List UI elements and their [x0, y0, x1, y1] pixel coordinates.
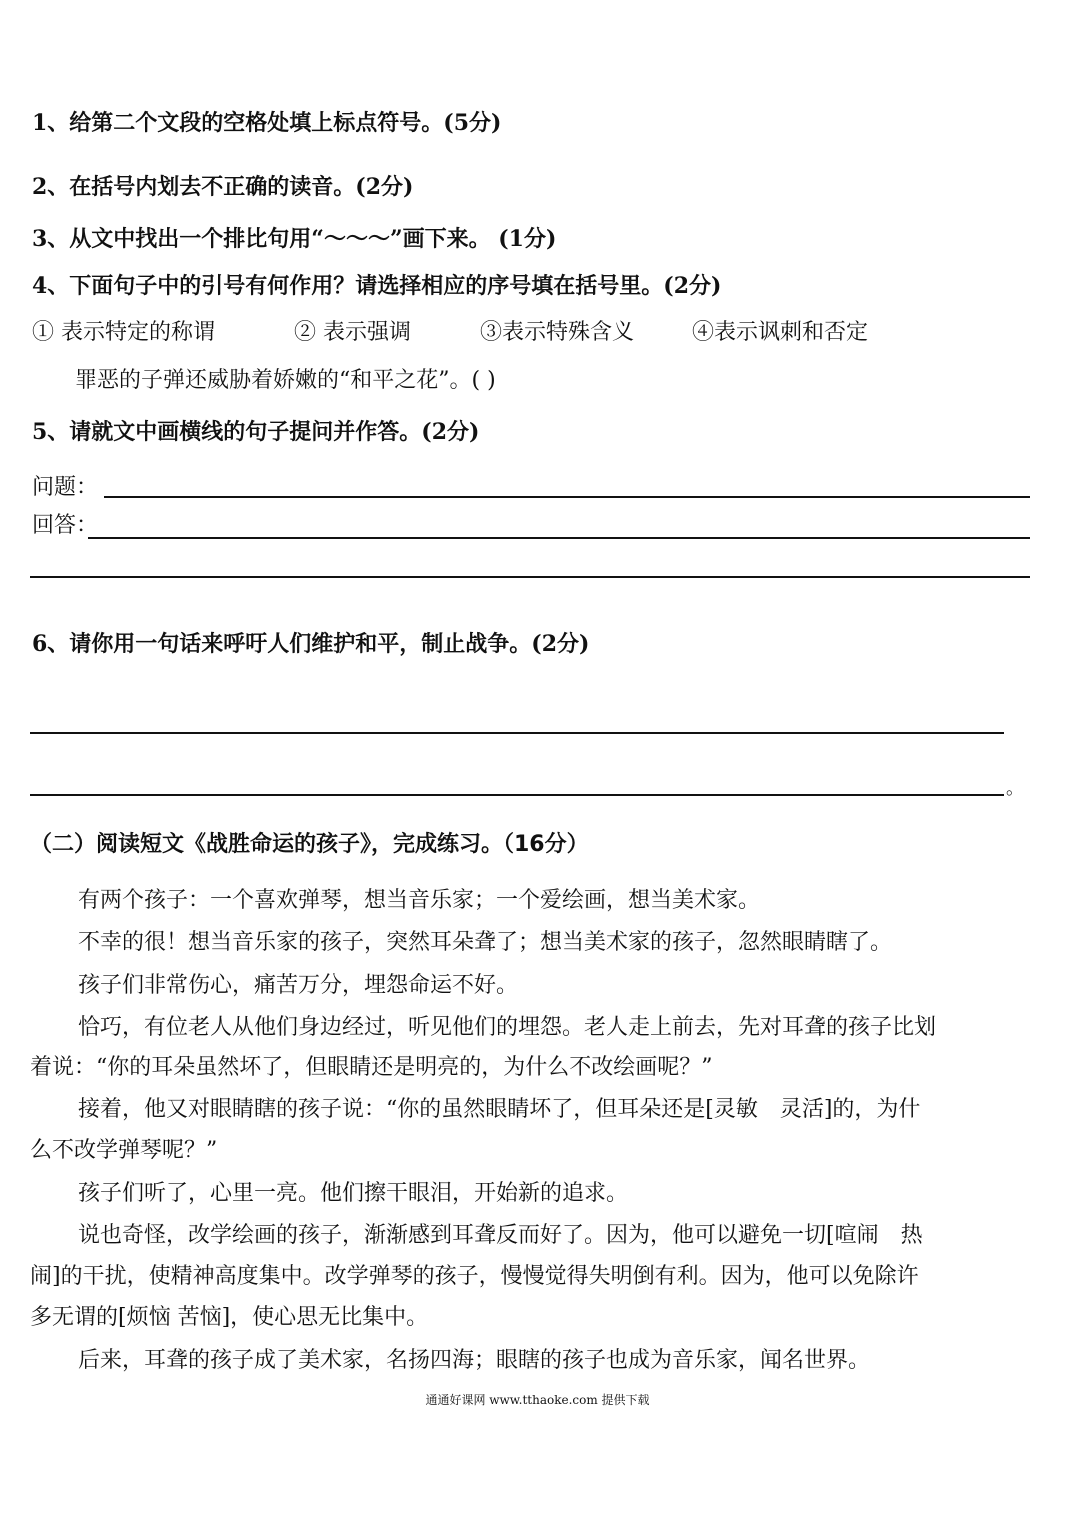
q4-option-4: ④表示讽刺和否定: [692, 320, 869, 345]
q5-answer-label: 回答：: [32, 513, 99, 538]
section2-heading: （二）阅读短文《战胜命运的孩子》，完成练习。（16分）: [30, 832, 589, 857]
q4-option-1: ① 表示特定的称谓: [32, 320, 215, 345]
paragraph-1: 有两个孩子：一个喜欢弹琴，想当音乐家；一个爱绘画，想当美术家。: [78, 888, 761, 913]
q5-question-line[interactable]: [104, 496, 1030, 498]
paragraph-7-line-1: 说也奇怪，改学绘画的孩子，渐渐感到耳聋反而好了。因为，他可以避免一切[喧闹 热: [78, 1223, 923, 1248]
paragraph-3: 孩子们非常伤心，痛苦万分，埋怨命运不好。: [78, 973, 519, 998]
paragraph-2: 不幸的很！想当音乐家的孩子，突然耳朵聋了；想当美术家的孩子，忽然眼睛瞎了。: [78, 930, 893, 955]
q4-option-3: ③表示特殊含义: [480, 320, 635, 345]
q4-option-2: ② 表示强调: [294, 320, 411, 345]
q6-end-mark: 。: [1006, 778, 1024, 799]
question-3: 3、从文中找出一个排比句用“～～～”画下来。 (1分): [32, 226, 557, 252]
footer-credit: 通通好课网 www.tthaoke.com 提供下载: [425, 1393, 650, 1407]
q5-answer-line-2[interactable]: [30, 576, 1030, 578]
paragraph-7-line-2: 闹]的干扰，使精神高度集中。改学弹琴的孩子，慢慢觉得失明倒有利。因为，他可以免除许: [30, 1264, 919, 1289]
question-4: 4、下面句子中的引号有何作用？请选择相应的序号填在括号里。(2分): [32, 273, 722, 299]
paragraph-7-line-3: 多无谓的[烦恼 苦恼]，使心思无比集中。: [30, 1305, 429, 1330]
q6-answer-line-2[interactable]: [30, 794, 1004, 796]
paragraph-8: 后来，耳聋的孩子成了美术家，名扬四海；眼瞎的孩子也成为音乐家，闻名世界。: [78, 1348, 871, 1373]
q5-answer-line-1[interactable]: [88, 537, 1030, 539]
q6-answer-line-1[interactable]: [30, 732, 1004, 734]
question-1: 1、给第二个文段的空格处填上标点符号。(5分): [32, 110, 502, 136]
paragraph-4-line-2: 着说：“你的耳朵虽然坏了，但眼睛还是明亮的，为什么不改绘画呢？”: [30, 1055, 713, 1080]
q5-question-label: 问题：: [32, 475, 99, 500]
paragraph-4-line-1: 恰巧，有位老人从他们身边经过，听见他们的埋怨。老人走上前去，先对耳聋的孩子比划: [78, 1015, 937, 1040]
paragraph-6: 孩子们听了，心里一亮。他们擦干眼泪，开始新的追求。: [78, 1181, 629, 1206]
paragraph-5-line-2: 么不改学弹琴呢？”: [30, 1138, 218, 1163]
q4-sentence: 罪恶的子弹还威胁着娇嫩的“和平之花”。( ): [75, 368, 496, 393]
question-6: 6、请你用一句话来呼吁人们维护和平，制止战争。(2分): [32, 631, 590, 657]
question-2: 2、在括号内划去不正确的读音。(2分): [32, 174, 414, 200]
question-5: 5、请就文中画横线的句子提问并作答。(2分): [32, 419, 480, 445]
paragraph-5-line-1: 接着，他又对眼睛瞎的孩子说：“你的虽然眼睛坏了，但耳朵还是[灵敏 灵活]的，为什: [78, 1097, 921, 1122]
